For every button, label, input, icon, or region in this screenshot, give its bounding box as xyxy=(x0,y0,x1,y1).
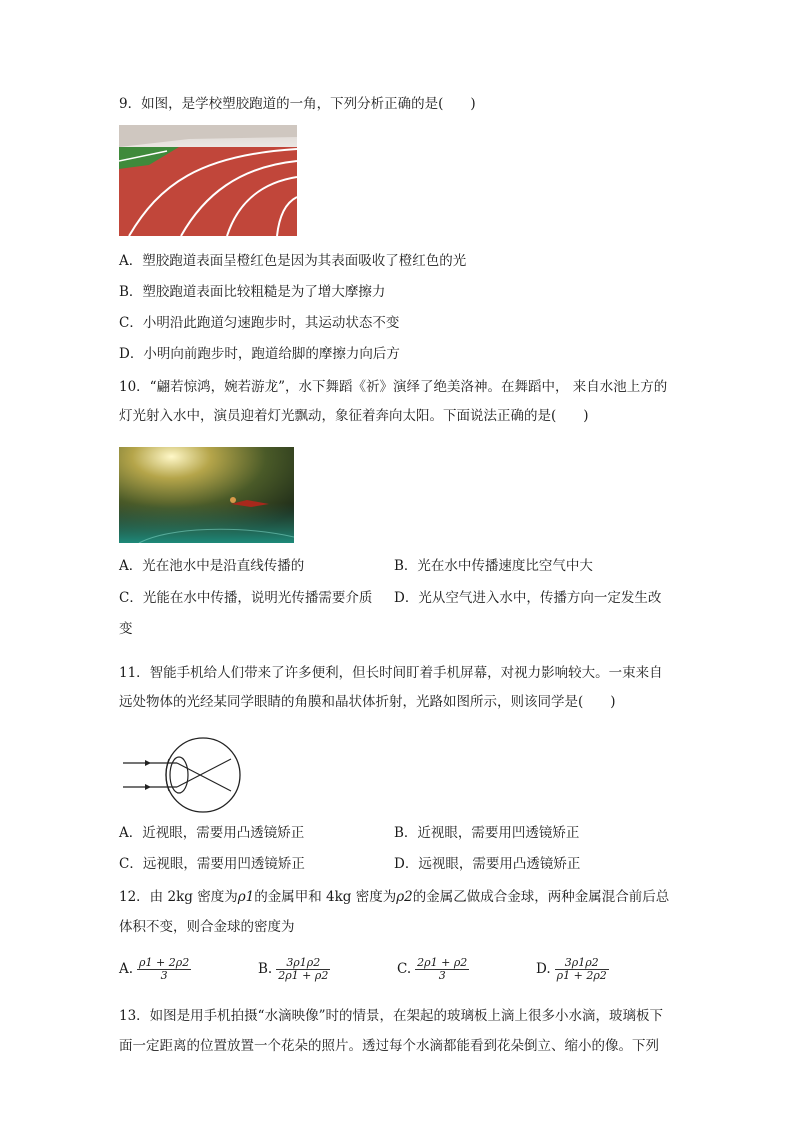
q9-option-a: A．塑胶跑道表面呈橙红色是因为其表面吸收了橙红色的光 xyxy=(119,253,467,269)
q12-option-c: C. $\frac{2\rho 1 + \rho 2}{3}$ xyxy=(397,956,468,982)
q10-stem-line1: 10．“翩若惊鸿，婉若游龙”，水下舞蹈《祈》演绎了绝美洛神。在舞蹈中， 来自水池上方的 xyxy=(119,379,668,395)
q12-option-a: A. $\frac{\rho 1 + 2\rho 2}{3}$ xyxy=(119,956,190,982)
q9-option-d: D．小明向前跑步时，跑道给脚的摩擦力向后方 xyxy=(119,346,400,362)
q12-stem-line1: 12．由 2kg 密度为ρ1的金属甲和 4kg 密度为ρ2的金属乙做成合金球，两种金属混合前后总 xyxy=(119,889,670,905)
q11-option-d: D．远视眼，需要用凸透镜矫正 xyxy=(394,856,581,872)
q10-stem-line2: 灯光射入水中，演员迎着灯光飘动，象征着奔向太阳。下面说法正确的是( ) xyxy=(119,408,589,424)
q11-option-c: C．远视眼，需要用凹透镜矫正 xyxy=(119,856,305,872)
q12-option-b: B. $\frac{3\rho 1\rho 2}{2\rho 1 + \rho 2}$ xyxy=(258,956,329,982)
underwater-dance-photo xyxy=(119,447,294,543)
q10-option-c: C．光能在水中传播，说明光传播需要介质 xyxy=(119,590,373,606)
q9-stem: 9．如图，是学校塑胶跑道的一角，下列分析正确的是( ) xyxy=(119,96,476,112)
q9-option-b: B．塑胶跑道表面比较粗糙是为了增大摩擦力 xyxy=(119,284,386,300)
q11-stem-line2: 远处物体的光经某同学眼睛的角膜和晶状体折射，光路如图所示，则该同学是( ) xyxy=(119,694,616,710)
q11-stem-line1: 11．智能手机给人们带来了许多便利，但长时间盯着手机屏幕，对视力影响较大。一束来自 xyxy=(119,665,663,681)
running-track-photo xyxy=(119,125,297,236)
q10-option-d-continued: 变 xyxy=(119,621,133,637)
q13-stem-line2: 面一定距离的位置放置一个花朵的照片。透过每个水滴都能看到花朵倒立、缩小的像。下列 xyxy=(119,1038,659,1054)
eye-light-path-diagram xyxy=(119,735,241,815)
q12-option-d: D. $\frac{3\rho 1\rho 2}{\rho 1 + 2\rho 2}$ xyxy=(536,956,607,982)
q10-option-b: B．光在水中传播速度比空气中大 xyxy=(394,558,593,574)
q10-option-a: A．光在池水中是沿直线传播的 xyxy=(119,558,305,574)
q11-option-b: B．近视眼，需要用凹透镜矫正 xyxy=(394,825,580,841)
q13-stem-line1: 13．如图是用手机拍摄“水滴映像”时的情景，在架起的玻璃板上滴上很多小水滴，玻璃板下 xyxy=(119,1008,663,1024)
q10-option-d: D．光从空气进入水中，传播方向一定发生改 xyxy=(394,590,662,606)
q12-stem-line2: 体积不变，则合金球的密度为 xyxy=(119,919,295,935)
q9-option-c: C．小明沿此跑道匀速跑步时，其运动状态不变 xyxy=(119,315,400,331)
q11-option-a: A．近视眼，需要用凸透镜矫正 xyxy=(119,825,305,841)
